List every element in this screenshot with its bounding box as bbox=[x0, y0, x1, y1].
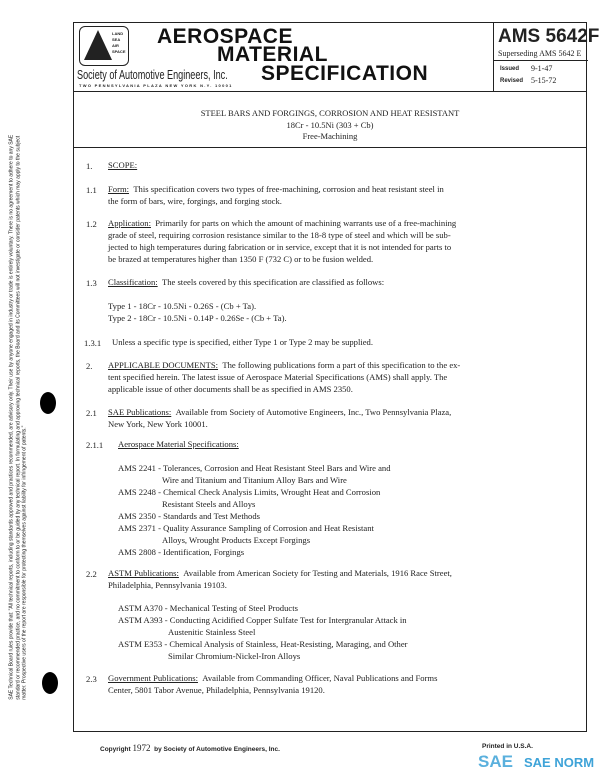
section-1-1: Form: This specification covers two types of free-machining, corrosion and heat resistant steel in the form of bars, wire, forgings, and forging stock. bbox=[108, 184, 444, 206]
section-1-3: Classification: The steels covered by this specification are classified as follows: bbox=[108, 277, 385, 287]
document-title bbox=[73, 108, 587, 143]
title-line: 18Cr - 10.5Ni (303 + Cb) bbox=[286, 119, 374, 130]
footer-copyright: Copyright 1972 by Society of Automotive Engineers, Inc. bbox=[100, 743, 280, 753]
title-line: Free-Machining bbox=[302, 131, 358, 141]
header-specification: SPECIFICATION bbox=[261, 62, 429, 85]
spec-info-box bbox=[493, 22, 600, 91]
header bbox=[73, 22, 600, 92]
section-2-1: SAE Publications: Available from Society of Automotive Engineers, Inc., Two Pennsylvania Plaza, New York, New York 10001. bbox=[108, 407, 452, 429]
section-2-3: Government Publications: Available from Commanding Officer, Naval Publications and Forms Center, 5801 Tabor Avenue, Philadelphia, Pennsylvania 19120. bbox=[108, 673, 438, 695]
astm-list: ASTM A370 - Mechanical Testing of Steel Products ASTM A393 - Conducting Acidified Copper Sulfate Test for Intergranular Attack in Austenitic Stainless Steel ASTM E353 - Chemical Analysis of Stainless, Heat-Resisting, Maraging, and Other Similar Chromium-Nickel-Iron Alloys bbox=[118, 603, 408, 661]
issued-label: Issued bbox=[500, 66, 520, 72]
section-number: 1.3 bbox=[86, 278, 97, 288]
section-number: 2.1 bbox=[86, 408, 97, 418]
punch-hole bbox=[42, 672, 58, 694]
revised-date: 5-15-72 bbox=[531, 76, 557, 85]
type-list: Type 1 - 18Cr - 10.5Ni - 0.26S - (Cb + Ta). Type 2 - 18Cr - 10.5Ni - 0.14P - 0.26Se - (Cb + Ta). bbox=[108, 301, 287, 323]
divider bbox=[73, 147, 587, 148]
superseding: Superseding AMS 5642 E bbox=[498, 49, 582, 58]
section-1-3-1: Unless a specific type is specified, either Type 1 or Type 2 may be supplied. bbox=[112, 337, 373, 347]
header-material: MATERIAL bbox=[217, 43, 328, 66]
section-2-2: ASTM Publications: Available from American Society for Testing and Materials, 1916 Race Street, Philadelphia, Pennsylvania 19103. bbox=[108, 568, 452, 590]
title-line: STEEL BARS AND FORGINGS, CORROSION AND HEAT RESISTANT bbox=[200, 108, 460, 118]
ams-number: AMS 5642F bbox=[498, 26, 600, 47]
watermark: SAE NORM bbox=[524, 755, 595, 770]
revised-label: Revised bbox=[500, 78, 524, 84]
watermark-logo: SAE bbox=[478, 752, 513, 771]
section-number: 2.3 bbox=[86, 674, 97, 684]
logo-subtext: LAND SEA AIR SPACE bbox=[112, 31, 126, 54]
sae-logo bbox=[79, 26, 129, 66]
section-number: 2.2 bbox=[86, 569, 97, 579]
issued-date: 9-1-47 bbox=[531, 64, 553, 73]
section-number: 2. bbox=[86, 361, 93, 371]
society-address: TWO PENNSYLVANIA PLAZA NEW YORK N.Y. 10001 bbox=[79, 83, 233, 88]
section-2-1-1-heading: Aerospace Material Specifications: bbox=[118, 439, 239, 449]
section-number: 1. bbox=[86, 161, 93, 171]
section-heading: SCOPE: bbox=[108, 160, 138, 170]
section-number: 1.3.1 bbox=[84, 338, 102, 348]
section-number: 2.1.1 bbox=[86, 440, 104, 450]
punch-hole bbox=[40, 392, 56, 414]
side-disclaimer: SAE Technical Board rules provide that: "All technical reports, including standards approved and practices recommended, are advisory only. Their use by anyone engaged in industry or trade is entirely voluntary. There is no agreement to adhere to any SAE standard or recommended practice, and no commitment to conform to or be guided by any technical report. In formulating and approving technical reports, the Board and its Committees will not investigate or consider patents which may apply to the subject matter. Prospective users of the report are responsible for protecting themselves against liability for infringement of patents." bbox=[8, 134, 28, 700]
section-1-2: Application: Primarily for parts on which the amount of machining warrants use of a free-machining grade of steel, requiring corrosion resistance similar to the 18-8 type of steel and which will be sub- jected to high temperatures during fabrication or in service, except that it is not intended for parts to be brazed at temperatures higher than 1350 F (732 C) or to be fusion welded. bbox=[108, 218, 457, 264]
footer-printed: Printed in U.S.A. bbox=[482, 743, 533, 750]
section-number: 1.2 bbox=[86, 219, 97, 229]
ams-list: AMS 2241 - Tolerances, Corrosion and Heat Resistant Steel Bars and Wire and Wire and Titanium and Titanium Alloy Bars and Wire AMS 2248 - Chemical Check Analysis Limits, Wrought Heat and Corrosion Resistant Steels and Alloys AMS 2350 - Standards and Test Methods AMS 2371 - Quality Assurance Sampling of Corrosion and Heat Resistant Alloys, Wrought Products Except Forgings AMS 2808 - Identification, Forgings bbox=[118, 463, 391, 557]
society-name: Society of Automotive Engineers, Inc. bbox=[77, 67, 228, 82]
section-number: 1.1 bbox=[86, 185, 97, 195]
section-2: APPLICABLE DOCUMENTS: The following publications form a part of this specification to the ex- tent specified herein. The latest issue of Aerospace Material Specifications (AMS) shall apply. The applicable issue of other documents shall be as specified in AMS 2350. bbox=[108, 360, 461, 394]
header-aerospace: AEROSPACE bbox=[157, 25, 293, 48]
